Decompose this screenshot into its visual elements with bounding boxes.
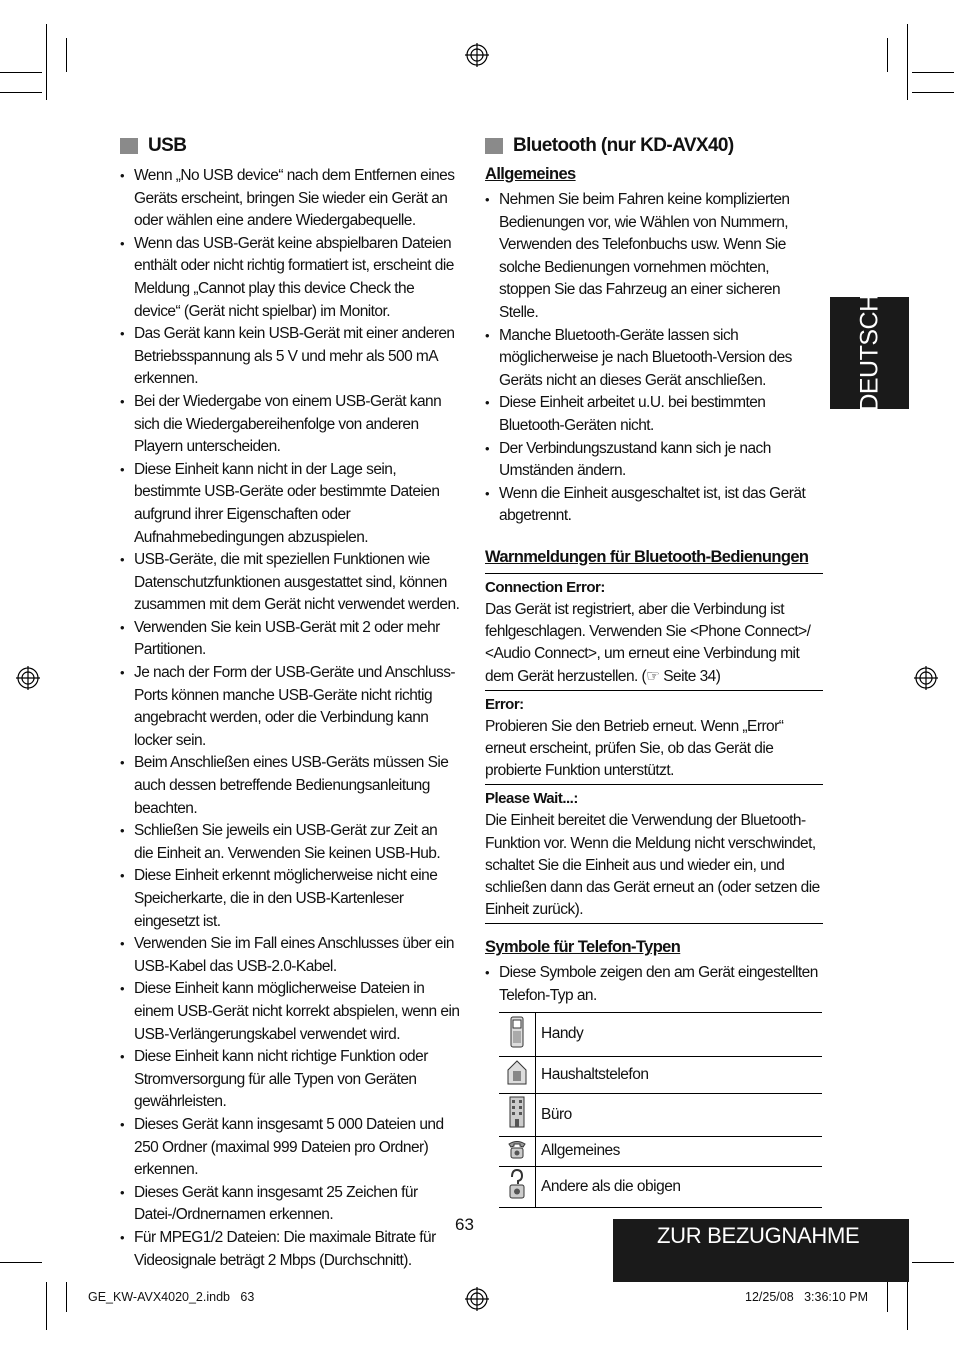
usb-list-item: • Diese Einheit kann möglicherweise Dateien in einem USB-Gerät nicht korrekt abspielen, wenn ein USB-Verlängerungskabel verwendet wird. (120, 978, 460, 1046)
reference-tab (613, 1219, 909, 1282)
usb-list-item: • Bei der Wiedergabe von einem USB-Gerät kann sich die Wiedergabereihenfolge von anderen Playern unterscheiden. (120, 391, 460, 459)
warning-block (485, 573, 823, 690)
bluetooth-general-list (485, 189, 823, 528)
usb-list-item: • Je nach der Form der USB-Geräte und Anschluss-Ports können manche USB-Geräte nicht richtig angebracht werden, oder die Verbindung kann locker sein. (120, 662, 460, 752)
other-phone-icon (506, 1168, 528, 1200)
usb-list-item: • Diese Einheit kann nicht in der Lage sein, bestimmte USB-Geräte oder bestimmte Dateien aufgrund ihrer Eigenschaften oder Aufnahmebedingungen abzuspielen. (120, 459, 460, 549)
table-row (499, 1093, 822, 1136)
warning-block (485, 784, 823, 923)
usb-list-item: • Wenn „No USB device“ nach dem Entfernen eines Geräts erscheint, bringen Sie wieder ein Gerät an oder wählen eine andere Wiedergabequelle. (120, 165, 460, 233)
usb-list (120, 165, 460, 1272)
section-marker-icon (485, 138, 503, 154)
symbol-label: Büro (536, 1093, 823, 1136)
warnings-heading: Warnmeldungen für Bluetooth-Bedienungen (485, 547, 809, 566)
footer-file: GE_KW-AVX4020_2.indb 63 (88, 1290, 255, 1304)
symbol-label: Allgemeines (536, 1136, 823, 1166)
language-tab-label: DEUTSCH (855, 294, 883, 412)
language-tab (830, 294, 909, 412)
usb-list-item: • USB-Geräte, die mit speziellen Funktionen wie Datenschutzfunktionen ausgestattet sind, können zusammen mit dem Gerät nicht verwendet werden. (120, 549, 460, 617)
warning-title: Error: (485, 695, 524, 713)
bluetooth-list-item: • Nehmen Sie beim Fahren keine komplizierten Bedienungen vor, wie Wählen von Nummern, Verwenden des Telefonbuchs usw. Wenn Sie solche Bedienungen vornehmen möchten, stoppen Sie das Fahrzeug an einer sicheren Stelle. (485, 189, 823, 325)
bluetooth-heading (485, 135, 823, 157)
usb-list-item: • Diese Einheit kann nicht richtige Funktion oder Stromversorgung für alle Typen von Geräten gewährleisten. (120, 1046, 460, 1114)
bluetooth-list-item: • Manche Bluetooth-Geräte lassen sich möglicherweise je nach Bluetooth-Version des Geräts nicht an dieses Gerät anschließen. (485, 325, 823, 393)
table-row (499, 1056, 822, 1093)
symbol-label: Andere als die obigen (536, 1166, 823, 1207)
usb-list-item: • Das Gerät kann kein USB-Gerät mit einer anderen Betriebsspannung als 5 V und mehr als 500 mA erkennen. (120, 323, 460, 391)
page-number: 63 (455, 1215, 474, 1234)
bluetooth-list-item: • Der Verbindungszustand kann sich je nach Umständen ändern. (485, 438, 823, 483)
warning-body: Probieren Sie den Betrieb erneut. Wenn „Error“ erneut erscheint, prüfen Sie, ob das Gerät die probierte Funktion unterstützt. (485, 717, 784, 780)
section-marker-icon (120, 138, 138, 154)
usb-title: USB (148, 135, 187, 156)
table-row (499, 1012, 822, 1056)
usb-list-item: • Verwenden Sie im Fall eines Anschlusses über ein USB-Kabel das USB-2.0-Kabel. (120, 933, 460, 978)
warning-title: Connection Error: (485, 578, 605, 596)
office-building-icon (507, 1096, 527, 1128)
usb-heading (120, 135, 460, 157)
bluetooth-list-item: • Diese Einheit arbeitet u.U. bei bestimmten Bluetooth-Geräten nicht. (485, 392, 823, 437)
registration-mark-icon (465, 43, 489, 67)
symbols-heading: Symbole für Telefon-Typen (485, 938, 681, 957)
bluetooth-title: Bluetooth (nur KD-AVX40) (513, 135, 734, 156)
symbol-label: Haushaltstelefon (536, 1056, 823, 1093)
footer-timestamp: 12/25/08 3:36:10 PM (745, 1290, 869, 1304)
symbols-intro-list (485, 962, 823, 1007)
general-heading: Allgemeines (485, 165, 576, 183)
usb-list-item: • Verwenden Sie kein USB-Gerät mit 2 oder mehr Partitionen. (120, 617, 460, 662)
usb-list-item: • Dieses Gerät kann insgesamt 5 000 Dateien und 250 Ordner (maximal 999 Dateien pro Ordner) erkennen. (120, 1114, 460, 1182)
usb-list-item: • Schließen Sie jeweils ein USB-Gerät zur Zeit an die Einheit an. Verwenden Sie keinen USB-Hub. (120, 820, 460, 865)
warning-body: Die Einheit bereitet die Verwendung der Bluetooth-Funktion vor. Wenn die Meldung nicht verschwindet, schaltet Sie die Einheit aus und wieder ein, und schließen dann das Gerät erneut an (oder setzen die Einheit zurück). (485, 812, 820, 919)
bluetooth-list-item: • Wenn die Einheit ausgeschaltet ist, ist das Gerät abgetrennt. (485, 483, 823, 528)
registration-mark-icon (465, 1287, 489, 1311)
table-row (499, 1136, 822, 1166)
phone-type-table (499, 1012, 822, 1208)
usb-list-item: • Diese Einheit erkennt möglicherweise nicht eine Speicherkarte, die in den USB-Kartenleser eingesetzt ist. (120, 865, 460, 933)
mobile-phone-icon (508, 1016, 526, 1048)
warning-block (485, 690, 823, 785)
table-row (499, 1166, 822, 1207)
usb-list-item: • Für MPEG1/2 Dateien: Die maximale Bitrate für Videosignale beträgt 2 Mbps (Durchschnitt). (120, 1227, 460, 1272)
general-phone-icon (506, 1138, 528, 1160)
bluetooth-section (485, 135, 823, 1208)
symbol-label: Handy (536, 1012, 823, 1056)
reference-tab-label: ZUR BEZUGNAHME (657, 1223, 860, 1248)
usb-list-item: • Beim Anschließen eines USB-Geräts müssen Sie auch dessen betreffende Bedienungsanleitung beachten. (120, 752, 460, 820)
usb-section (120, 135, 460, 1272)
home-phone-icon (506, 1058, 528, 1086)
warnings-list (485, 573, 823, 924)
warning-body: Das Gerät ist registriert, aber die Verbindung ist fehlgeschlagen. Verwenden Sie <Phone Connect>/ <Audio Connect>, um erneut eine Verbindung mit dem Gerät herzustellen. (☞ Seite 34) (485, 600, 811, 685)
symbols-intro: • Diese Symbole zeigen den am Gerät eingestellten Telefon-Typ an. (485, 962, 823, 1007)
usb-list-item: • Dieses Gerät kann insgesamt 25 Zeichen für Datei-/Ordnernamen erkennen. (120, 1182, 460, 1227)
warning-title: Please Wait...: (485, 790, 578, 808)
registration-mark-icon (16, 666, 40, 690)
registration-mark-icon (914, 666, 938, 690)
usb-list-item: • Wenn das USB-Gerät keine abspielbaren Dateien enthält oder nicht richtig formatiert ist, erscheint die Meldung „Cannot play this device Check the device“ (Gerät nicht spielbar) im Monitor. (120, 233, 460, 323)
